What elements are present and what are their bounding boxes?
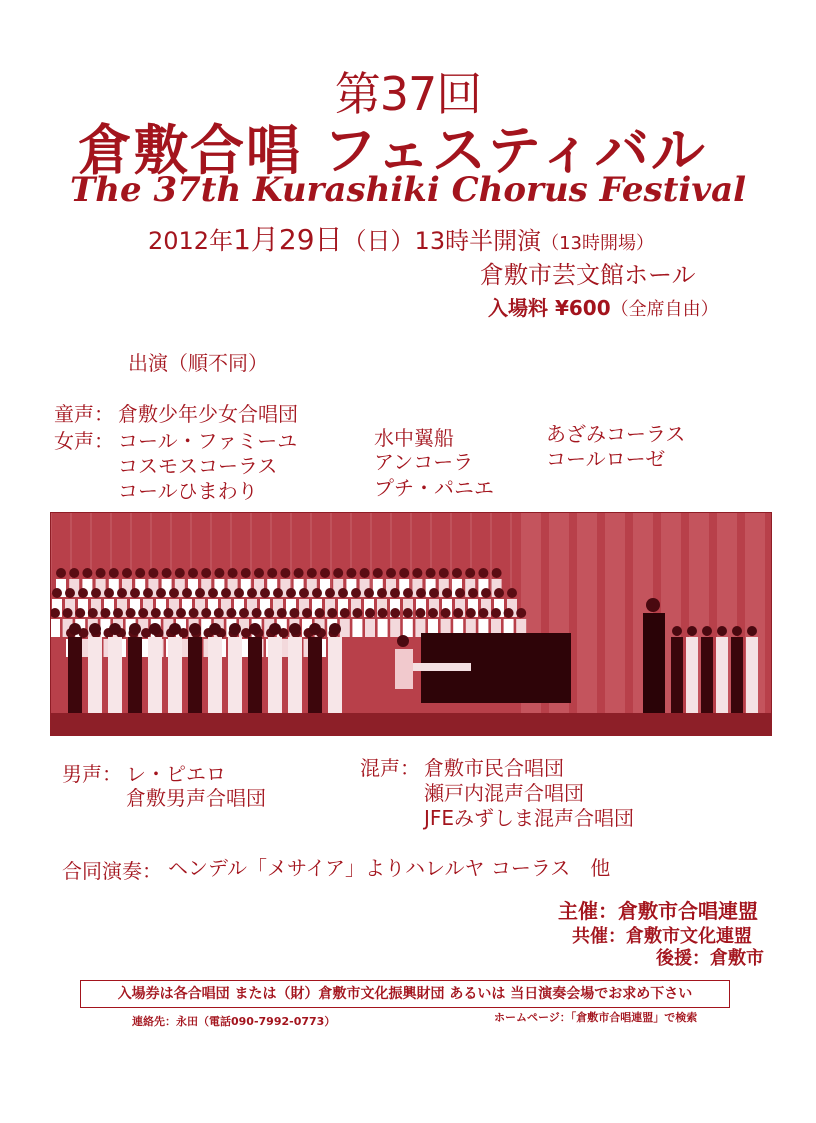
joint-performance: ヘンデル「メサイア」よりハレルヤ コーラス 他 xyxy=(168,856,611,880)
women-choir: コスモスコーラス xyxy=(118,454,278,478)
fee-amount: 入場料 ¥600 xyxy=(488,296,611,320)
women-choir: コールローゼ xyxy=(546,447,666,471)
supporter: 後援：倉敷市 xyxy=(656,948,764,969)
contact-info: 連絡先：永田（電話090-7992-0773） xyxy=(132,1015,336,1028)
men-choir: 倉敷男声合唱団 xyxy=(126,786,266,810)
organizer: 主催：倉敷市合唱連盟 xyxy=(558,899,758,923)
edition-number: 第37回 xyxy=(334,67,482,121)
men-choir: レ・ピエロ xyxy=(126,762,226,786)
choir-photo xyxy=(50,512,772,736)
children-choir: 倉敷少年少女合唱団 xyxy=(118,402,298,426)
ticket-info: 入場券は各合唱団 または（財）倉敷市文化振興財団 あるいは 当日演奏会場でお求め下さい xyxy=(80,980,730,1008)
women-choir: アンコーラ xyxy=(374,450,474,474)
children-label: 童声： xyxy=(54,402,114,426)
festival-title-jp: 倉敷合唱 フェスティバル xyxy=(78,119,707,182)
homepage-info: ホームページ：「倉敷市合唱連盟」で検索 xyxy=(494,1011,698,1024)
festival-title-en: The 37th Kurashiki Chorus Festival xyxy=(69,170,747,210)
venue: 倉敷市芸文館ホール xyxy=(480,261,696,289)
women-choir: あざみコーラス xyxy=(546,422,686,446)
mixed-choir: 倉敷市民合唱団 xyxy=(424,756,564,780)
women-choir: コールひまわり xyxy=(118,479,258,503)
date-start: （日）13時半開演 xyxy=(342,227,542,255)
date-day: 29日 xyxy=(278,223,343,256)
joint-label: 合同演奏： xyxy=(62,859,162,883)
fee-note: （全席自由） xyxy=(610,299,719,320)
mixed-choir: 瀬戸内混声合唱団 xyxy=(424,781,584,805)
admission-fee xyxy=(488,292,719,321)
women-choir: 水中翼船 xyxy=(374,426,454,450)
women-choir: コール・ファミーユ xyxy=(118,429,298,453)
mixed-choir: JFEみずしま混声合唱団 xyxy=(424,806,635,830)
men-label: 男声： xyxy=(62,762,122,786)
women-label: 女声： xyxy=(54,429,114,453)
date-year: 2012年 xyxy=(148,227,234,255)
mixed-label: 混声： xyxy=(360,756,420,780)
women-choir: プチ・パニエ xyxy=(374,476,494,500)
event-datetime xyxy=(148,218,654,258)
co-organizer: 共催：倉敷市文化連盟 xyxy=(572,926,752,947)
performers-heading: 出演（順不同） xyxy=(128,351,268,375)
date-doors: （13時開場） xyxy=(541,233,654,254)
date-month: 1月 xyxy=(233,223,279,256)
